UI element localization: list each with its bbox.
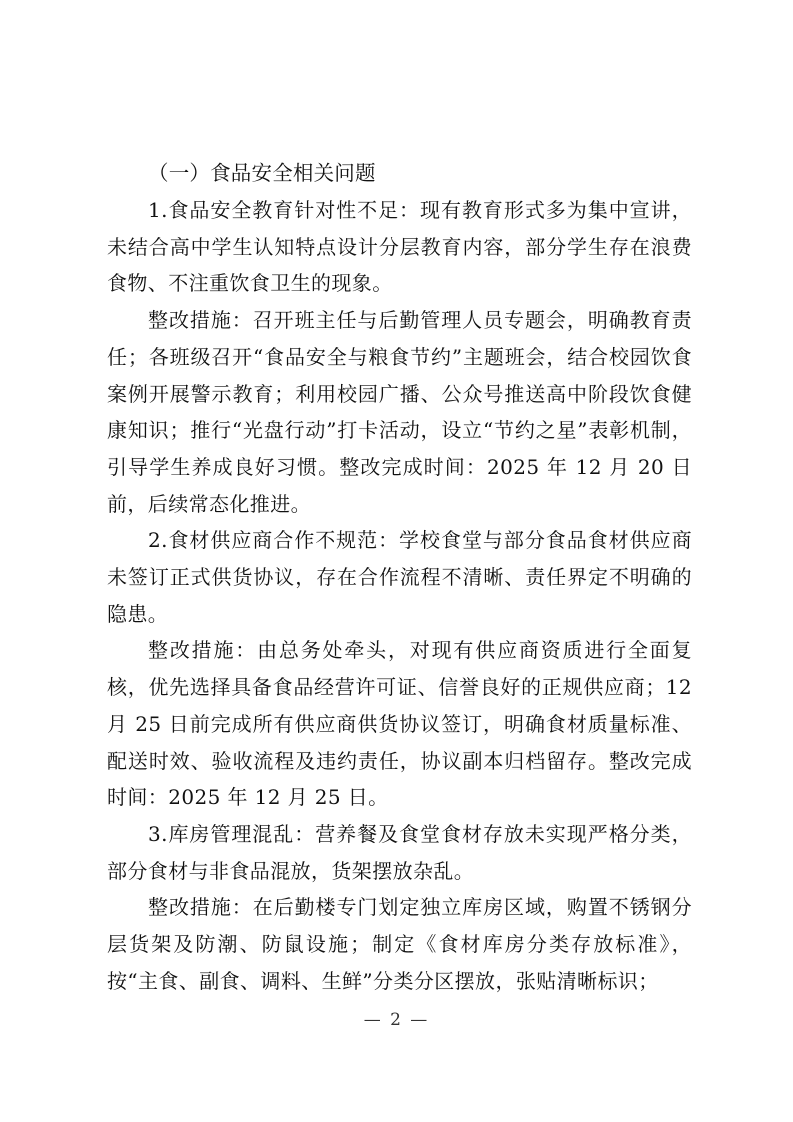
- page-number: — 2 —: [363, 1010, 430, 1030]
- issue-1-paragraph: 1.食品安全教育针对性不足：现有教育形式多为集中宣讲，未结合高中学生认知特点设计分层教育内容，部分学生存在浪费食物、不注重饮食卫生的现象。: [107, 198, 692, 296]
- issue-2-paragraph: 2.食材供应商合作不规范：学校食堂与部分食品食材供应商未签订正式供货协议，存在合作流程不清晰、责任界定不明确的隐患。: [107, 528, 692, 626]
- issue-3-paragraph: 3.库房管理混乱：营养餐及食堂食材存放未实现严格分类，部分食材与非食品混放，货架摆放杂乱。: [107, 821, 692, 883]
- section-heading: （一）食品安全相关问题: [148, 161, 376, 185]
- issue-1-measures-paragraph: 整改措施：召开班主任与后勤管理人员专题会，明确教育责任；各班级召开“食品安全与粮食节约”主题班会，结合校园饮食案例开展警示教育；利用校园广播、公众号推送高中阶段饮食健康知识；推行“光盘行动”打卡活动，设立“节约之星”表彰机制，引导学生养成良好习惯。整改完成时间：2025 年 12 月 20 日前，后续常态化推进。: [107, 308, 692, 516]
- issue-2-measures-paragraph: 整改措施：由总务处牵头，对现有供应商资质进行全面复核，优先选择具备食品经营许可证、信誉良好的正规供应商；12 月 25 日前完成所有供应商供货协议签订，明确食材质量标准、配送时效、验收流程及违约责任，协议副本归档留存。整改完成时间：2025 年 12 月 25 日。: [107, 638, 692, 810]
- document-body: [107, 155, 692, 999]
- issue-3-measures-paragraph: 整改措施：在后勤楼专门划定独立库房区域，购置不锈钢分层货架及防潮、防鼠设施；制定《食材库房分类存放标准》，按“主食、副食、调料、生鲜”分类分区摆放，张贴清晰标识；: [107, 895, 692, 993]
